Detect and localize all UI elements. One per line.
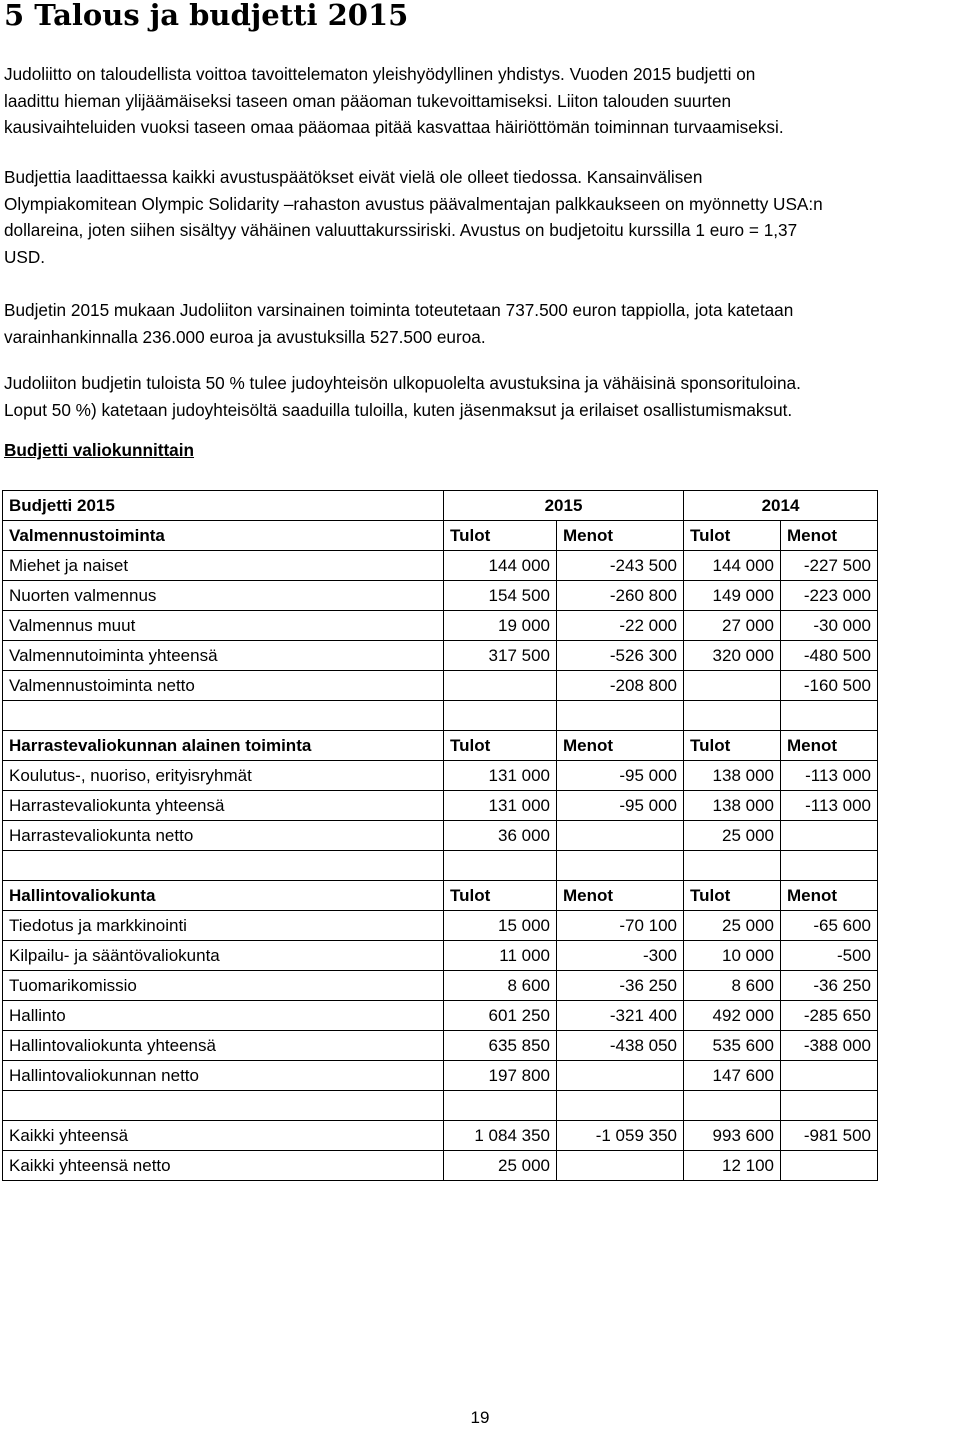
empty-cell [781, 1091, 878, 1121]
cell-expense-2015: -321 400 [557, 1001, 684, 1031]
row-label: Koulutus-, nuoriso, erityisryhmät [3, 761, 444, 791]
empty-cell [684, 851, 781, 881]
cell-income-2015: 11 000 [444, 941, 557, 971]
paragraph-line: laadittu hieman ylijäämäiseksi taseen oman pääoman tukevoittamiseksi. Liiton talouden suurten [4, 90, 732, 111]
chapter-heading: 5 Talous ja budjetti 2015 [4, 0, 409, 32]
empty-cell [444, 851, 557, 881]
income-header: Tulot [444, 731, 557, 761]
cell-income-2015: 154 500 [444, 581, 557, 611]
cell-income-2015: 131 000 [444, 761, 557, 791]
row-label: Valmennus muut [3, 611, 444, 641]
budget-table [2, 490, 878, 1181]
cell-expense-2015: -36 250 [557, 971, 684, 1001]
cell-expense-2014: -160 500 [781, 671, 878, 701]
expense-header: Menot [557, 731, 684, 761]
cell-income-2015: 144 000 [444, 551, 557, 581]
spacer-row [3, 701, 878, 731]
paragraph-grants [4, 164, 958, 270]
cell-expense-2014: -113 000 [781, 791, 878, 821]
year-2014-header: 2014 [684, 491, 878, 521]
cell-income-2014: 993 600 [684, 1121, 781, 1151]
cell-income-2014: 8 600 [684, 971, 781, 1001]
paragraph-line: Loput 50 %) katetaan judoyhteisöltä saaduilla tuloilla, kuten jäsenmaksut ja erilaiset osallistumismaksut. [4, 399, 793, 420]
table-row [3, 791, 878, 821]
cell-expense-2015: -22 000 [557, 611, 684, 641]
row-label: Hallinto [3, 1001, 444, 1031]
table-row [3, 761, 878, 791]
income-header: Tulot [684, 881, 781, 911]
paragraph-line: Olympiakomitean Olympic Solidarity –rahaston avustus päävalmentajan palkkaukseen on myönnetty USA:n [4, 193, 823, 214]
paragraph-line: Judoliiton budjetin tuloista 50 % tulee judoyhteisön ulkopuolelta avustuksina ja vähäisinä sponsorituloina. [4, 373, 801, 393]
table-row [3, 671, 878, 701]
table-header-row [3, 491, 878, 521]
table-row [3, 911, 878, 941]
cell-income-2015: 8 600 [444, 971, 557, 1001]
cell-expense-2014: -388 000 [781, 1031, 878, 1061]
table-row [3, 611, 878, 641]
table-row [3, 1061, 878, 1091]
cell-expense-2015 [557, 821, 684, 851]
row-label: Kaikki yhteensä netto [3, 1151, 444, 1181]
cell-income-2014: 535 600 [684, 1031, 781, 1061]
expense-header: Menot [781, 731, 878, 761]
cell-expense-2015: -208 800 [557, 671, 684, 701]
cell-income-2014: 27 000 [684, 611, 781, 641]
cell-expense-2015: -70 100 [557, 911, 684, 941]
paragraph-line: Judoliitto on taloudellista voittoa tavoittelematon yleishyödyllinen yhdistys. Vuoden 2015 budjetti on [4, 64, 756, 84]
paragraph-line: dollareina, joten siihen sisältyy vähäinen valuuttakurssiriski. Avustus on budjetoitu kurssilla 1 euro = 1,37 [4, 220, 798, 240]
section-heading: Budjetti valiokunnittain [4, 440, 195, 460]
cell-expense-2014 [781, 1151, 878, 1181]
section-title: Valmennustoiminta [3, 521, 444, 551]
paragraph-intro [4, 61, 958, 141]
cell-income-2014: 25 000 [684, 911, 781, 941]
paragraph-line: Budjetin 2015 mukaan Judoliiton varsinainen toiminta toteutetaan 737.500 euron tappiolla, jota katetaan [4, 300, 794, 320]
row-label: Tiedotus ja markkinointi [3, 911, 444, 941]
cell-expense-2015: -300 [557, 941, 684, 971]
empty-cell [557, 1091, 684, 1121]
cell-income-2015 [444, 671, 557, 701]
cell-income-2014: 10 000 [684, 941, 781, 971]
cell-expense-2014: -981 500 [781, 1121, 878, 1151]
cell-expense-2015: -95 000 [557, 791, 684, 821]
table-row [3, 971, 878, 1001]
expense-header: Menot [557, 521, 684, 551]
cell-expense-2014 [781, 1061, 878, 1091]
spacer-row [3, 1091, 878, 1121]
section-title: Hallintovaliokunta [3, 881, 444, 911]
cell-expense-2015: -526 300 [557, 641, 684, 671]
row-label: Harrastevaliokunta netto [3, 821, 444, 851]
cell-expense-2014: -36 250 [781, 971, 878, 1001]
table-row [3, 581, 878, 611]
empty-cell [3, 1091, 444, 1121]
cell-expense-2014: -223 000 [781, 581, 878, 611]
spacer-row [3, 851, 878, 881]
cell-expense-2014: -113 000 [781, 761, 878, 791]
income-header: Tulot [444, 881, 557, 911]
cell-expense-2014: -227 500 [781, 551, 878, 581]
row-label: Kilpailu- ja sääntövaliokunta [3, 941, 444, 971]
cell-expense-2014 [781, 821, 878, 851]
income-header: Tulot [444, 521, 557, 551]
empty-cell [684, 1091, 781, 1121]
cell-expense-2015: -1 059 350 [557, 1121, 684, 1151]
cell-income-2014: 147 600 [684, 1061, 781, 1091]
cell-income-2015: 19 000 [444, 611, 557, 641]
row-label: Tuomarikomissio [3, 971, 444, 1001]
cell-income-2015: 317 500 [444, 641, 557, 671]
cell-income-2015: 197 800 [444, 1061, 557, 1091]
table-row [3, 821, 878, 851]
row-label: Kaikki yhteensä [3, 1121, 444, 1151]
cell-income-2014 [684, 671, 781, 701]
empty-cell [557, 851, 684, 881]
empty-cell [557, 701, 684, 731]
paragraph-line: USD. [4, 246, 46, 267]
cell-income-2014: 138 000 [684, 791, 781, 821]
section-title: Harrastevaliokunnan alainen toiminta [3, 731, 444, 761]
empty-cell [781, 701, 878, 731]
cell-expense-2015: -243 500 [557, 551, 684, 581]
cell-income-2015: 131 000 [444, 791, 557, 821]
empty-cell [444, 701, 557, 731]
cell-income-2015: 601 250 [444, 1001, 557, 1031]
cell-income-2015: 635 850 [444, 1031, 557, 1061]
row-label: Harrastevaliokunta yhteensä [3, 791, 444, 821]
cell-income-2014: 149 000 [684, 581, 781, 611]
cell-income-2015: 25 000 [444, 1151, 557, 1181]
empty-cell [684, 701, 781, 731]
cell-expense-2014: -65 600 [781, 911, 878, 941]
cell-expense-2014: -30 000 [781, 611, 878, 641]
expense-header: Menot [781, 881, 878, 911]
cell-income-2014: 138 000 [684, 761, 781, 791]
cell-expense-2014: -285 650 [781, 1001, 878, 1031]
cell-expense-2015: -260 800 [557, 581, 684, 611]
empty-cell [3, 701, 444, 731]
income-header: Tulot [684, 521, 781, 551]
table-row [3, 941, 878, 971]
row-label: Hallintovaliokunta yhteensä [3, 1031, 444, 1061]
empty-cell [3, 851, 444, 881]
cell-expense-2015: -438 050 [557, 1031, 684, 1061]
expense-header: Menot [557, 881, 684, 911]
income-header: Tulot [684, 731, 781, 761]
cell-income-2014: 144 000 [684, 551, 781, 581]
expense-header: Menot [781, 521, 878, 551]
cell-expense-2015 [557, 1151, 684, 1181]
cell-expense-2014: -500 [781, 941, 878, 971]
table-row [3, 1151, 878, 1181]
year-2015-header: 2015 [444, 491, 684, 521]
paragraph-line: varainhankinnalla 236.000 euroa ja avustuksilla 527.500 euroa. [4, 326, 486, 347]
cell-expense-2015: -95 000 [557, 761, 684, 791]
cell-expense-2014: -480 500 [781, 641, 878, 671]
section-header-row [3, 881, 878, 911]
paragraph-income-sources [4, 370, 958, 423]
cell-income-2015: 36 000 [444, 821, 557, 851]
section-header-row [3, 521, 878, 551]
empty-cell [781, 851, 878, 881]
empty-cell [444, 1091, 557, 1121]
page-number: 19 [470, 1408, 490, 1427]
cell-income-2015: 15 000 [444, 911, 557, 941]
table-row [3, 1031, 878, 1061]
table-row [3, 641, 878, 671]
row-label: Miehet ja naiset [3, 551, 444, 581]
table-title: Budjetti 2015 [3, 491, 444, 521]
paragraph-line: kausivaihteluiden vuoksi taseen omaa pääomaa pitää kasvattaa häiriöttömän toiminnan turvaamiseksi. [4, 117, 784, 137]
table-row [3, 551, 878, 581]
cell-expense-2015 [557, 1061, 684, 1091]
cell-income-2014: 320 000 [684, 641, 781, 671]
cell-income-2014: 492 000 [684, 1001, 781, 1031]
paragraph-operating-loss [4, 297, 958, 350]
row-label: Nuorten valmennus [3, 581, 444, 611]
paragraph-line: Budjettia laadittaessa kaikki avustuspäätökset eivät vielä ole olleet tiedossa. Kansainvälisen [4, 167, 703, 187]
row-label: Valmennutoiminta yhteensä [3, 641, 444, 671]
table-row [3, 1001, 878, 1031]
section-header-row [3, 731, 878, 761]
cell-income-2015: 1 084 350 [444, 1121, 557, 1151]
table-row [3, 1121, 878, 1151]
cell-income-2014: 12 100 [684, 1151, 781, 1181]
row-label: Valmennustoiminta netto [3, 671, 444, 701]
row-label: Hallintovaliokunnan netto [3, 1061, 444, 1091]
cell-income-2014: 25 000 [684, 821, 781, 851]
